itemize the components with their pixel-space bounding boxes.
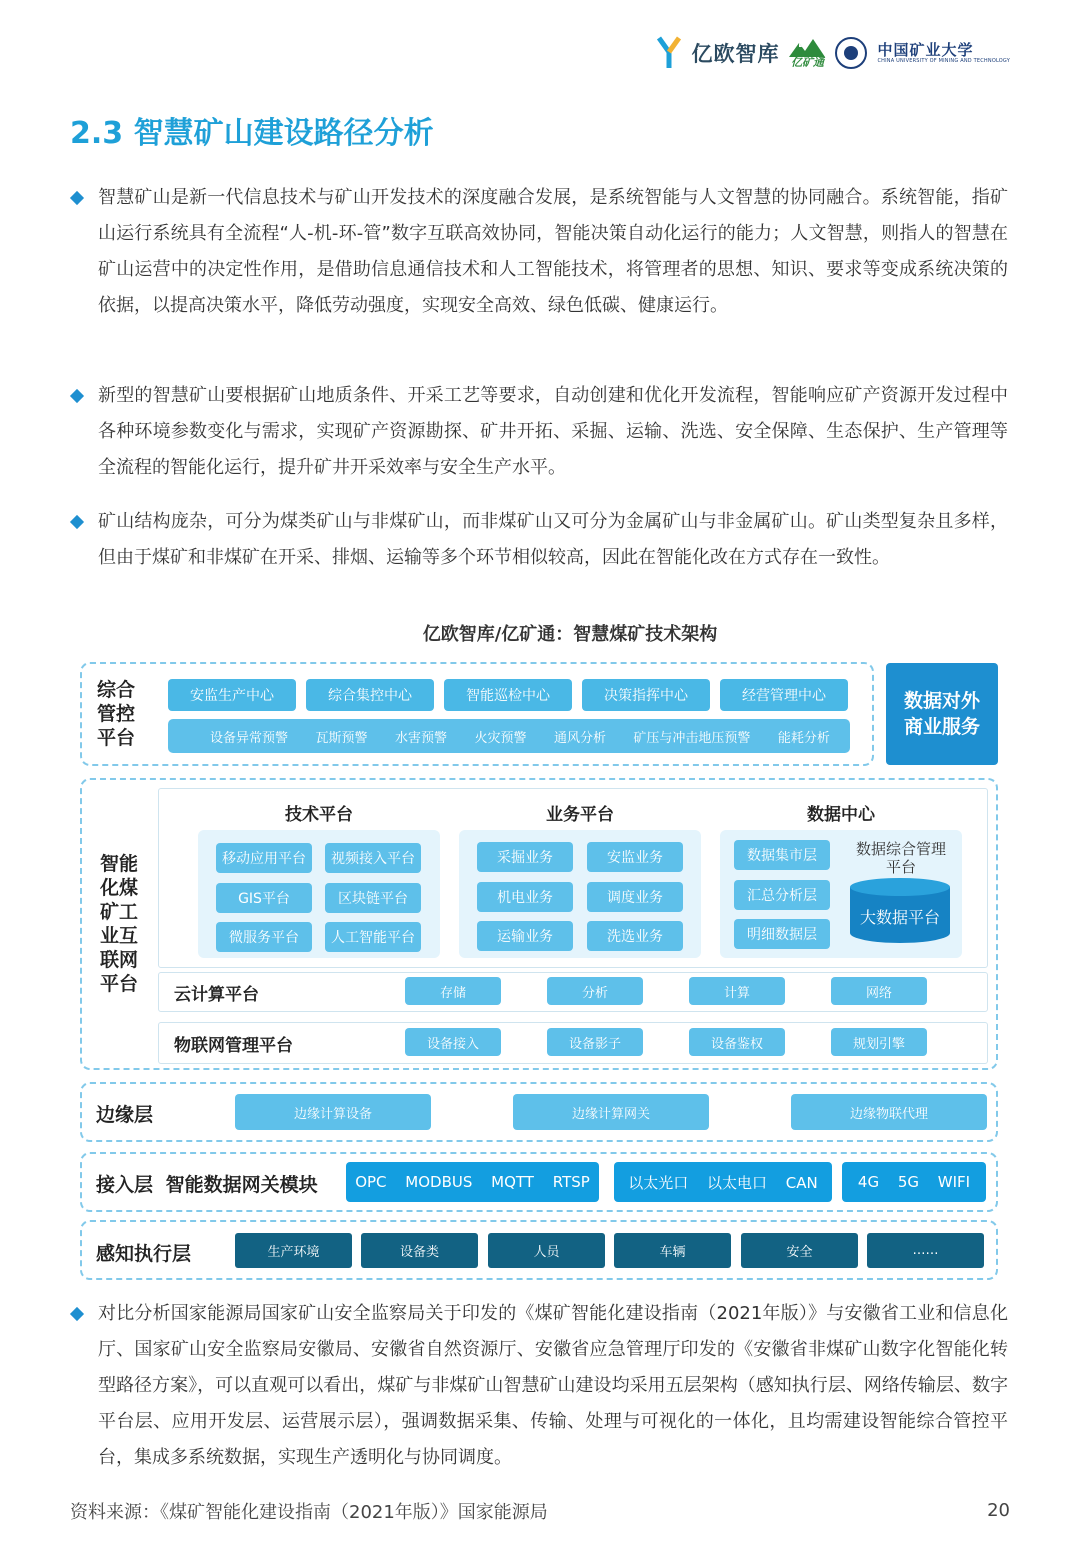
- biz-item: 运输业务: [477, 921, 573, 951]
- external-service-box: 数据对外商业服务: [886, 663, 998, 765]
- tech-platform-title: 技术平台: [285, 805, 353, 825]
- yikuangtong-logo: [789, 39, 825, 68]
- alert-item: 水害预警: [394, 730, 447, 746]
- access-layer-label: 接入层 智能数据网关模块: [96, 1174, 318, 1196]
- data-layer: 数据集市层: [734, 840, 830, 870]
- mountain-icon: [789, 39, 825, 57]
- edge-layer-label: 边缘层: [96, 1104, 154, 1126]
- diamond-bullet-icon: [70, 389, 84, 403]
- cumt-logo: [877, 42, 1010, 65]
- bullet-3: [72, 504, 1008, 576]
- page-number: 20: [987, 1500, 1010, 1521]
- biz-item: 调度业务: [587, 882, 683, 912]
- data-mgmt-label: 数据综合管理平台: [855, 840, 946, 876]
- iot-item: 规划引擎: [831, 1028, 927, 1056]
- bullet-2: [72, 378, 1008, 486]
- cloud-item: 存储: [405, 977, 501, 1005]
- tech-item: 微服务平台: [216, 922, 312, 952]
- center-pill: 决策指挥中心: [582, 679, 710, 711]
- alert-item: 设备异常预警: [210, 730, 289, 746]
- cumt-seal-icon: [835, 37, 867, 69]
- data-center-title: 数据中心: [807, 805, 875, 825]
- yikuangtong-logo-text: 亿矿通: [790, 55, 824, 69]
- cumt-logo-en: CHINA UNIVERSITY OF MINING AND TECHNOLOGY: [877, 58, 1010, 65]
- alert-item: 矿压与冲击地压预警: [633, 730, 751, 746]
- edge-item: 边缘计算网关: [513, 1094, 709, 1130]
- control-platform-label: 综合管控平台: [96, 679, 135, 749]
- sense-item: 人员: [488, 1233, 605, 1268]
- sense-layer-label: 感知执行层: [96, 1243, 192, 1265]
- alert-item: 瓦斯预警: [315, 730, 368, 746]
- iot-item: 设备影子: [547, 1028, 643, 1056]
- biz-platform-title: 业务平台: [546, 805, 614, 825]
- interface-group: 以太光口 以太电口 CAN: [614, 1162, 832, 1202]
- diagram-title: 亿欧智库/亿矿通：智慧煤矿技术架构: [422, 624, 718, 645]
- section-title: 2.3 智慧矿山建设路径分析: [70, 116, 434, 151]
- diamond-bullet-icon: [70, 515, 84, 529]
- yiou-logo-icon: [657, 36, 681, 70]
- header-logos: [657, 36, 1010, 70]
- biz-item: 安监业务: [587, 842, 683, 872]
- biz-item: 机电业务: [477, 882, 573, 912]
- alert-item: 能耗分析: [777, 730, 830, 746]
- sense-item: ……: [867, 1233, 984, 1268]
- alerts-row: [168, 719, 850, 753]
- data-layer: 汇总分析层: [734, 880, 830, 910]
- data-layer: 明细数据层: [734, 919, 830, 949]
- tech-item: GIS平台: [216, 883, 312, 913]
- diamond-bullet-icon: [70, 1307, 84, 1321]
- bullet-text: 对比分析国家能源局国家矿山安全监察局关于印发的《煤矿智能化建设指南（2021年版）》与安徽省工业和信息化厅、国家矿山安全监察局安徽局、安徽省自然资源厅、安徽省应急管理厅印发的《安徽省非煤矿山数字化智能化转型路径方案》，可以直观可以看出，煤矿与非煤矿山智慧矿山建设均采用五层架构（感知执行层、网络传输层、数字平台层、应用开发层、运营展示层），强调数据采集、传输、处理与可视化的一体化，且均需建设智能综合管控平台，集成多系统数据，实现生产透明化与协同调度。: [98, 1303, 1008, 1468]
- sense-item: 安全: [741, 1233, 858, 1268]
- tech-item: 区块链平台: [325, 883, 421, 913]
- alert-item: 通风分析: [553, 730, 606, 746]
- edge-item: 边缘物联代理: [791, 1094, 987, 1130]
- center-pill: 安监生产中心: [168, 679, 296, 711]
- cumt-logo-cn: 中国矿业大学: [877, 40, 974, 59]
- iiot-platform-label: 智能化煤矿工业互联网平台: [99, 853, 138, 995]
- bullet-text: 智慧矿山是新一代信息技术与矿山开发技术的深度融合发展，是系统智能与人文智慧的协同融合。系统智能，指矿山运行系统具有全流程“人-机-环-管”数字互联高效协同，智能决策自动化运行的能力；人文智慧，则指人的智慧在矿山运营中的决定性作用，是借助信息通信技术和人工智能技术，将管理者的思想、知识、要求等变成系统决策的依据，以提高决策水平，降低劳动强度，实现安全高效、绿色低碳、健康运行。: [98, 187, 1008, 316]
- source-note: 资料来源：《煤矿智能化建设指南（2021年版）》国家能源局: [70, 1502, 548, 1523]
- bullet-4: [72, 1296, 1008, 1476]
- biz-item: 洗选业务: [587, 921, 683, 951]
- biz-item: 采掘业务: [477, 842, 573, 872]
- iot-item: 设备接入: [405, 1028, 501, 1056]
- bullet-text: 新型的智慧矿山要根据矿山地质条件、开采工艺等要求，自动创建和优化开发流程，智能响应矿产资源开发过程中各种环境参数变化与需求，实现矿产资源勘探、矿井开拓、采掘、运输、洗选、安全保障、生态保护、生产管理等全流程的智能化运行，提升矿井开采效率与安全生产水平。: [98, 385, 1008, 478]
- tech-item: 人工智能平台: [325, 922, 421, 952]
- sense-item: 车辆: [614, 1233, 731, 1268]
- bullet-1: [72, 180, 1008, 324]
- alert-item: 火灾预警: [474, 730, 527, 746]
- cloud-item: 网络: [831, 977, 927, 1005]
- center-pill: 智能巡检中心: [444, 679, 572, 711]
- tech-item: 视频接入平台: [325, 843, 421, 873]
- sense-item: 生产环境: [235, 1233, 352, 1268]
- iot-item: 设备鉴权: [689, 1028, 785, 1056]
- tech-item: 移动应用平台: [216, 843, 312, 873]
- bullet-text: 矿山结构庞杂，可分为煤类矿山与非煤矿山，而非煤矿山又可分为金属矿山与非金属矿山。矿山类型复杂且多样，但由于煤矿和非煤矿在开采、排烟、运输等多个环节相似较高，因此在智能化改在方式存在一致性。: [98, 511, 1008, 568]
- center-pill: 综合集控中心: [306, 679, 434, 711]
- cloud-item: 分析: [547, 977, 643, 1005]
- wireless-group: 4G 5G WIFI: [842, 1162, 986, 1202]
- cloud-item: 计算: [689, 977, 785, 1005]
- edge-item: 边缘计算设备: [235, 1094, 431, 1130]
- sense-item: 设备类: [361, 1233, 478, 1268]
- bigdata-label: 大数据平台: [859, 908, 940, 927]
- protocol-group: OPC MODBUS MQTT RTSP: [346, 1162, 599, 1202]
- cloud-platform-label: 云计算平台: [174, 985, 259, 1005]
- diamond-bullet-icon: [70, 191, 84, 205]
- iot-platform-label: 物联网管理平台: [174, 1036, 293, 1056]
- center-pill: 经营管理中心: [720, 679, 848, 711]
- yiou-logo-text: 亿欧智库: [691, 42, 780, 66]
